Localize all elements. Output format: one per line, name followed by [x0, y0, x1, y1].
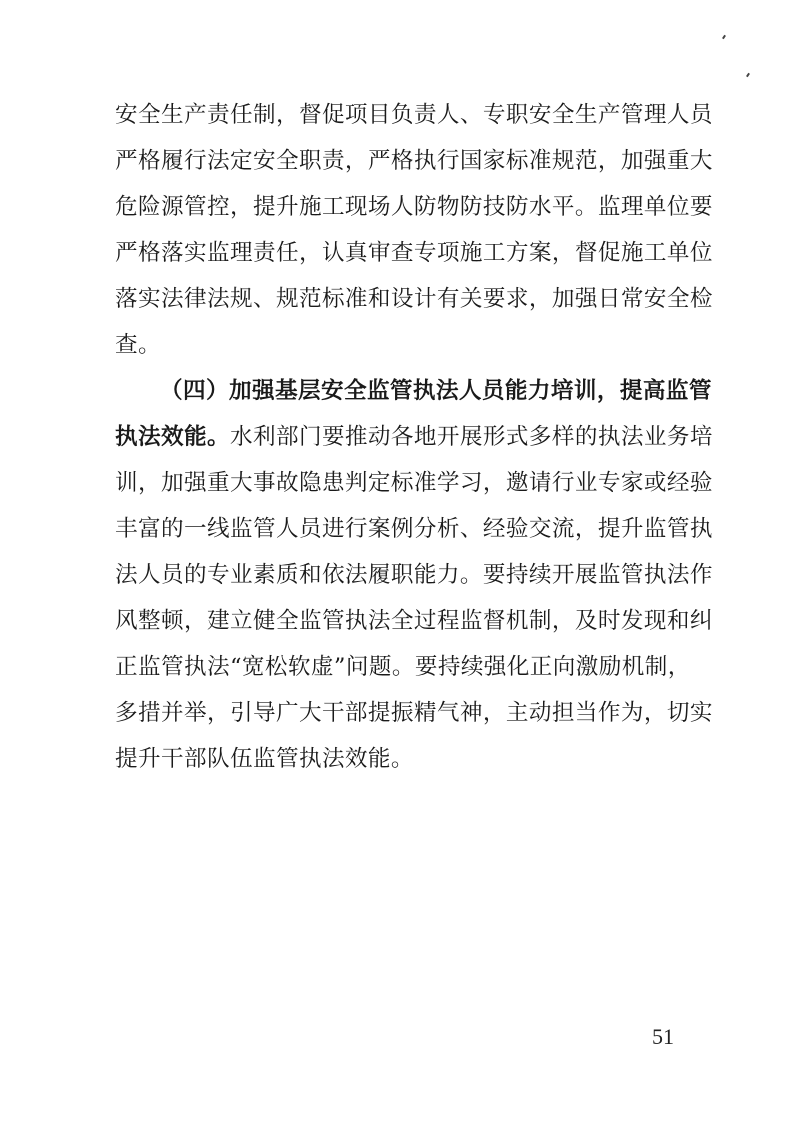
scan-artifact-mark [746, 73, 750, 77]
text-line: 多措并举，引导广大干部提振精气神，主动担当作为，切实 [115, 700, 713, 726]
text-line [115, 414, 713, 460]
scan-artifact-mark [722, 35, 726, 39]
text-line: 严格履行法定安全职责，严格执行国家标准规范，加强重大 [115, 148, 713, 174]
paragraph-2 [115, 368, 713, 782]
text-line: 严格落实监理责任，认真审查专项施工方案，督促施工单位 [115, 240, 713, 266]
text-line: 安全生产责任制，督促项目负责人、专职安全生产管理人员 [115, 102, 713, 128]
text-line: 提升干部队伍监管执法效能。 [115, 746, 414, 772]
text-line: 法人员的专业素质和依法履职能力。要持续开展监管执法作 [115, 562, 713, 588]
paragraph-1 [115, 92, 713, 368]
text-line: 丰富的一线监管人员进行案例分析、经验交流，提升监管执 [115, 516, 713, 542]
section-heading: （四）加强基层安全监管执法人员能力培训，提高监管 [160, 378, 712, 404]
text-line: 查。 [115, 332, 161, 358]
text-line: 落实法律法规、规范标准和设计有关要求，加强日常安全检 [115, 286, 713, 312]
page-number: 51 [652, 1024, 674, 1049]
text-line-rest: 水利部门要推动各地开展形式多样的执法业务培 [229, 424, 713, 450]
section-heading-end: 执法效能。 [115, 424, 230, 450]
text-line: 风整顿，建立健全监管执法全过程监督机制，及时发现和纠 [115, 608, 713, 634]
body-text [115, 92, 713, 782]
text-line: 正监管执法“宽松软虚”问题。要持续强化正向激励机制， [115, 654, 691, 680]
text-line: 危险源管控，提升施工现场人防物防技防水平。监理单位要 [115, 194, 713, 220]
text-line: 训，加强重大事故隐患判定标准学习，邀请行业专家或经验 [115, 470, 713, 496]
